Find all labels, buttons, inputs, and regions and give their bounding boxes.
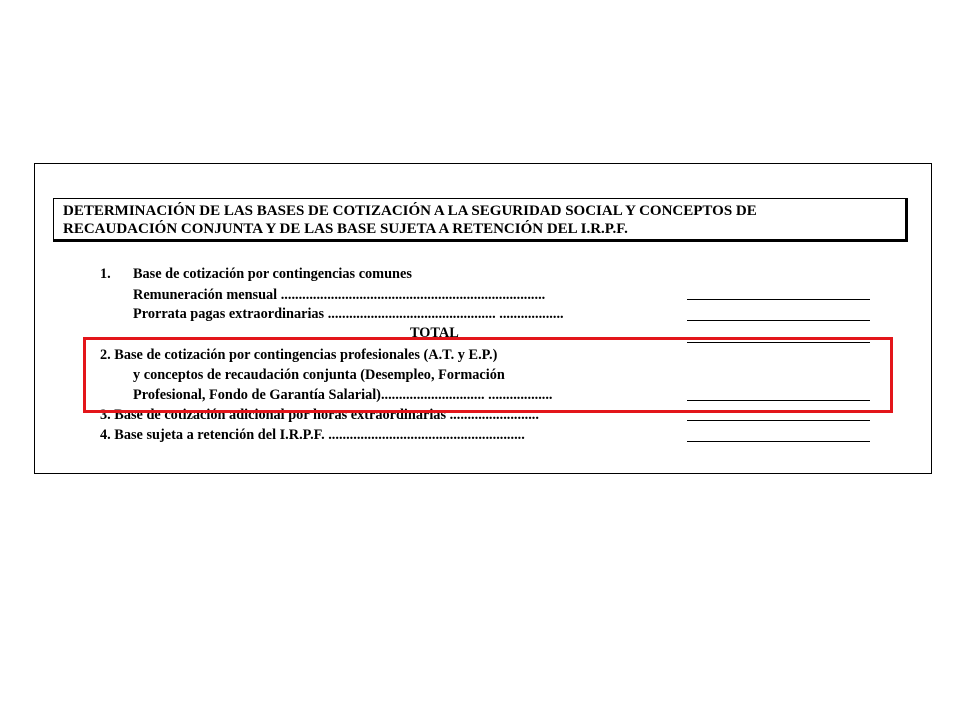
blank-item-4[interactable]: [687, 441, 870, 442]
item-1-number: 1.: [100, 266, 111, 282]
item-2-line-2: y conceptos de recaudación conjunta (Desempleo, Formación: [133, 367, 505, 383]
item-2-line-3: Profesional, Fondo de Garantía Salarial)............................. ..................: [133, 387, 553, 403]
form-title-line-2: RECAUDACIÓN CONJUNTA Y DE LAS BASE SUJETA A RETENCIÓN DEL I.R.P.F.: [63, 221, 628, 237]
item-1-prorrata: Prorrata pagas extraordinarias ............................................... ..................: [133, 306, 564, 322]
item-4: 4. Base sujeta a retención del I.R.P.F. .......................................................: [100, 427, 525, 443]
item-1-title: Base de cotización por contingencias comunes: [133, 266, 412, 282]
highlight-box: [83, 337, 893, 413]
item-2-line-1: 2. Base de cotización por contingencias profesionales (A.T. y E.P.): [100, 347, 498, 363]
form-title: [63, 202, 903, 238]
form-title-line-1: DETERMINACIÓN DE LAS BASES DE COTIZACIÓN A LA SEGURIDAD SOCIAL Y CONCEPTOS DE: [63, 203, 757, 219]
item-3: 3. Base de cotización adicional por horas extraordinarias .........................: [100, 407, 539, 423]
total-label: TOTAL: [410, 325, 459, 341]
blank-item-3[interactable]: [687, 420, 870, 421]
blank-remuneracion[interactable]: [687, 299, 870, 300]
item-1-remuneracion: Remuneración mensual ..........................................................................: [133, 287, 546, 303]
blank-prorrata[interactable]: [687, 320, 870, 321]
